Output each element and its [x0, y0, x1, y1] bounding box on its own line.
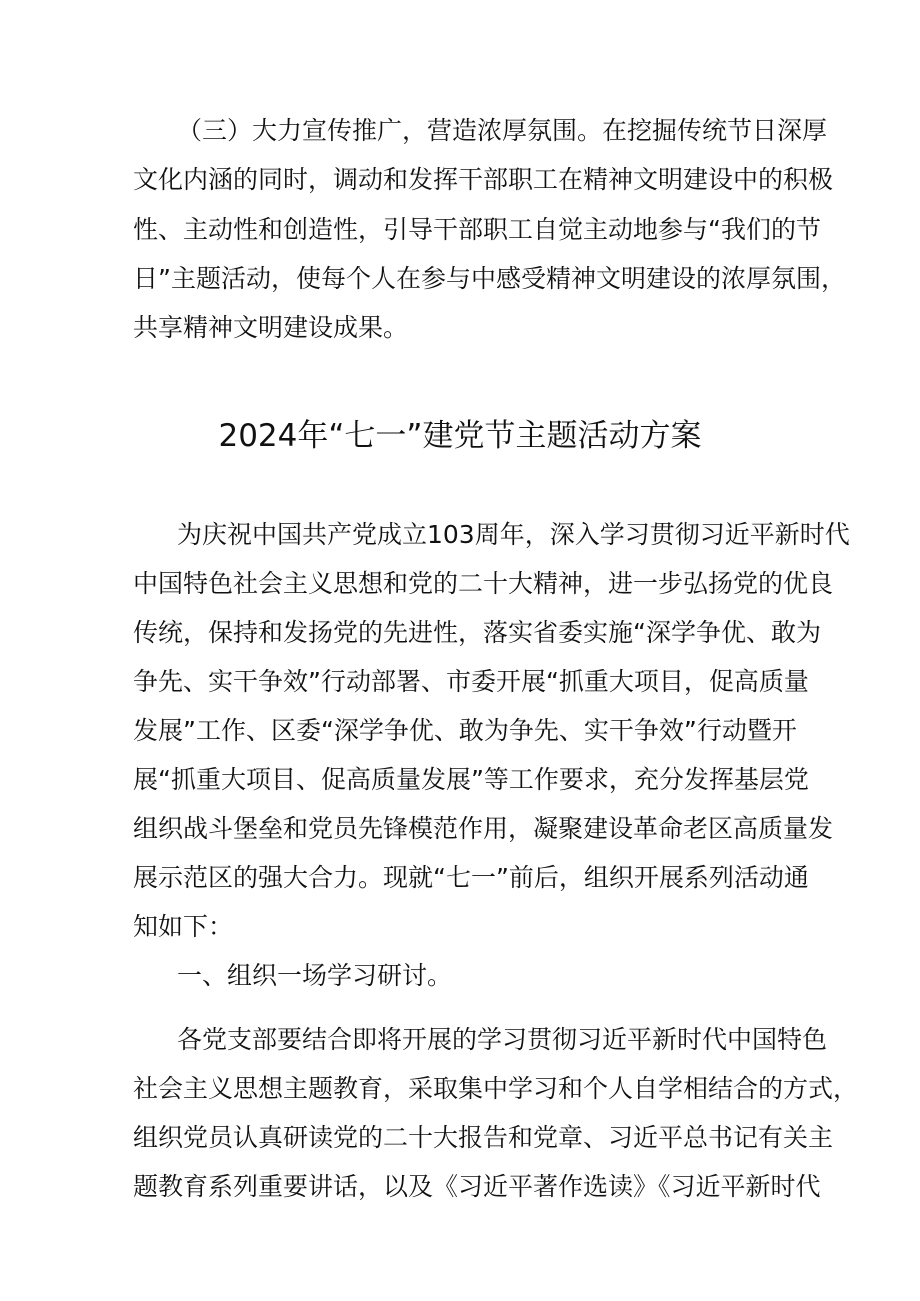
paragraph-line: 组织党员认真研读党的二十大报告和党章、习近平总书记有关主	[133, 1123, 834, 1152]
paragraph-line: 中国特色社会主义思想和党的二十大精神，进一步弘扬党的优良	[133, 569, 834, 598]
paragraph-line: 社会主义思想主题教育，采取集中学习和个人自学相结合的方式，	[133, 1074, 859, 1103]
paragraph-line: 文化内涵的同时，调动和发挥干部职工在精神文明建设中的积极	[133, 165, 834, 194]
page-title: 2024年“七一”建党节主题活动方案	[218, 418, 702, 454]
paragraph-line: 为庆祝中国共产党成立103周年，深入学习贯彻习近平新时代	[177, 520, 850, 549]
paragraph-line: 各党支部要结合即将开展的学习贯彻习近平新时代中国特色	[177, 1025, 828, 1054]
paragraph-line: 发展”工作、区委“深学争优、敢为争先、实干争效”行动暨开	[133, 716, 797, 745]
paragraph-line: 传统，保持和发扬党的先进性，落实省委实施“深学争优、敢为	[133, 618, 821, 647]
paragraph-line: 知如下：	[133, 912, 234, 941]
paragraph-line: 性、主动性和创造性，引导干部职工自觉主动地参与“我们的节	[133, 215, 821, 244]
paragraph-line: （三）大力宣传推广，营造浓厚氛围。在挖掘传统节日深厚	[177, 116, 828, 145]
paragraph-line: 共享精神文明建设成果。	[133, 313, 409, 342]
paragraph-line: 日”主题活动，使每个人在参与中感受精神文明建设的浓厚氛围，	[133, 264, 846, 293]
section-heading: 一、组织一场学习研讨。	[177, 961, 453, 990]
paragraph-line: 展示范区的强大合力。现就“七一”前后，组织开展系列活动通	[133, 863, 809, 892]
paragraph-line: 展“抓重大项目、促高质量发展”等工作要求，充分发挥基层党	[133, 765, 809, 794]
paragraph-line: 题教育系列重要讲话，以及《习近平著作选读》《习近平新时代	[133, 1172, 821, 1201]
paragraph-line: 争先、实干争效”行动部署、市委开展“抓重大项目，促高质量	[133, 667, 809, 696]
paragraph-line: 组织战斗堡垒和党员先锋模范作用，凝聚建设革命老区高质量发	[133, 814, 834, 843]
